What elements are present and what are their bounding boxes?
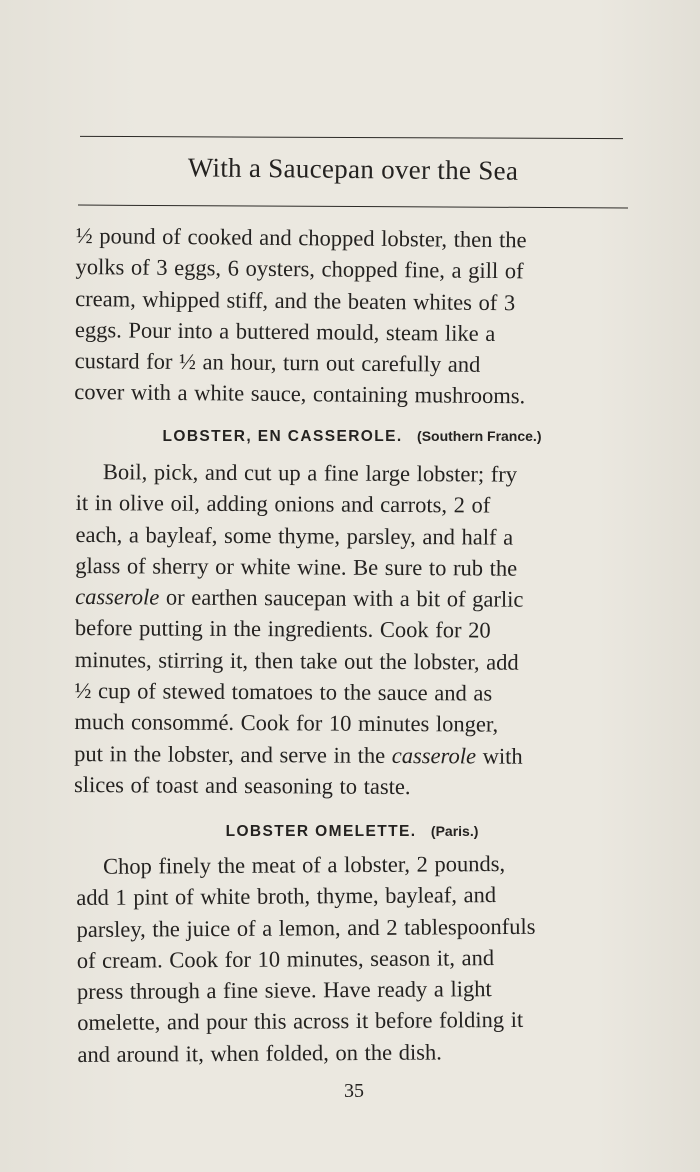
running-head: With a Saucepan over the Sea <box>187 152 519 186</box>
header-rule-top <box>80 136 623 139</box>
text-line: yolks of 3 eggs, 6 oysters, chopped fine, a gill of <box>75 254 524 284</box>
recipe-body-lobster-omelette <box>76 847 630 1070</box>
recipe-origin: (Paris.) <box>430 823 479 839</box>
text-line: cream, whipped stiff, and the beaten whites of 3 <box>75 285 516 315</box>
page-number: 35 <box>344 1080 364 1102</box>
text-line: glass of sherry or white wine. Be sure to rub the <box>75 552 518 581</box>
text-line: add 1 pint of white broth, thyme, bayleaf, and <box>76 882 497 911</box>
text-line: minutes, stirring it, then take out the lobster, add <box>74 646 519 675</box>
text-line: of cream. Cook for 10 minutes, season it, and <box>76 944 495 973</box>
text-line: press through a fine sieve. Have ready a light <box>76 976 492 1005</box>
recipe-heading-lobster-casserole <box>76 428 628 446</box>
text-line: it in olive oil, adding onions and carrots, 2 of <box>75 490 491 518</box>
text-line: and around it, when folded, on the dish. <box>77 1039 442 1067</box>
text-line: put in the lobster, and serve in the casserole with <box>74 740 523 769</box>
text-line: slices of toast and seasoning to taste. <box>73 771 411 800</box>
text-line: before putting in the ingredients. Cook for 20 <box>74 615 491 644</box>
text-line: ½ pound of cooked and chopped lobster, then the <box>75 222 527 253</box>
text-line: each, a bayleaf, some thyme, parsley, and half a <box>75 521 514 550</box>
text-line: ½ cup of stewed tomatoes to the sauce and as <box>74 678 493 706</box>
continued-paragraph <box>74 220 628 413</box>
recipe-title: LOBSTER OMELETTE. <box>225 823 417 840</box>
recipe-origin: (Southern France.) <box>417 428 542 444</box>
recipe-title: LOBSTER, EN CASSEROLE. <box>162 428 403 445</box>
text-line: cover with a white sauce, containing mushrooms. <box>74 379 526 409</box>
recipe-heading-lobster-omelette <box>76 823 628 841</box>
text-line: much consommé. Cook for 10 minutes longer, <box>74 709 499 737</box>
text-line: eggs. Pour into a buttered mould, steam like a <box>74 316 496 346</box>
text-line: omelette, and pour this across it before folding it <box>77 1007 524 1036</box>
italic-word: casserole <box>75 584 160 610</box>
italic-word: casserole <box>391 742 477 769</box>
header-rule-bottom <box>78 205 628 209</box>
text-line: Chop finely the meat of a lobster, 2 pounds, <box>103 851 506 879</box>
recipe-body-lobster-casserole <box>74 456 628 804</box>
text-line: Boil, pick, and cut up a fine large lobster; fry <box>102 459 518 487</box>
text-line: casserole or earthen saucepan with a bit of garlic <box>75 584 524 612</box>
text-line: parsley, the juice of a lemon, and 2 tablespoonfuls <box>76 913 536 942</box>
text-line: custard for ½ an hour, turn out carefully and <box>74 348 481 378</box>
